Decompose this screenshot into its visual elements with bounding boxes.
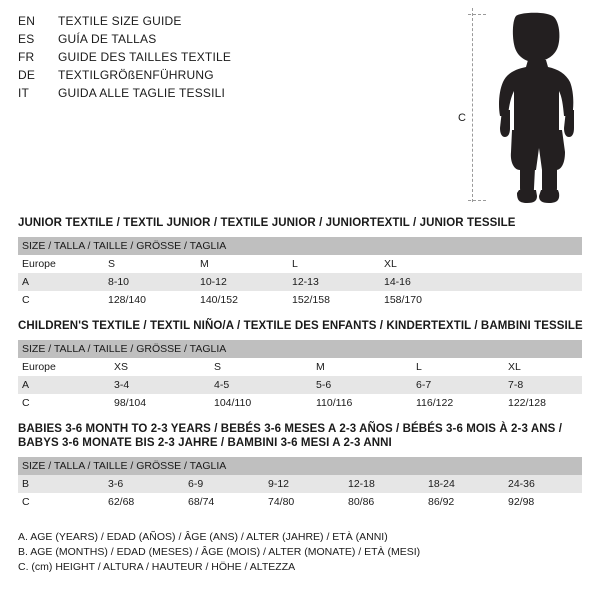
row-label: A (18, 273, 104, 291)
cell-value: 140/152 (196, 291, 288, 309)
section-title-babies-line2: BABYS 3-6 MONATE BIS 2-3 JAHRE / BAMBINI 3-6 MESI A 2-3 ANNI (18, 437, 392, 449)
column-label: S (210, 358, 312, 376)
cell-value: 116/122 (412, 394, 504, 412)
cell-value: 68/74 (184, 493, 264, 511)
row-label: C (18, 394, 110, 412)
cell-value: 86/92 (424, 493, 504, 511)
table-header-row (18, 237, 582, 255)
legend-line-a: A. AGE (YEARS) / EDAD (AÑOS) / ÂGE (ANS) / ALTER (JAHRE) / ETÀ (ANNI) (18, 531, 388, 543)
language-row (18, 32, 438, 47)
cell-value: 3-4 (110, 376, 210, 394)
language-title: TEXTILE SIZE GUIDE (58, 14, 182, 28)
column-label: Europe (18, 255, 104, 273)
language-code: IT (18, 86, 30, 100)
section-title-children: CHILDREN'S TEXTILE / TEXTIL NIÑO/A / TEXTILE DES ENFANTS / KINDERTEXTIL / BAMBINI TESSILE (18, 320, 583, 332)
table-row (18, 291, 582, 309)
height-guide-tick-bottom (468, 200, 486, 201)
table-row (18, 358, 582, 376)
column-label: Europe (18, 358, 110, 376)
cell-value: 62/68 (104, 493, 184, 511)
cell-value: 110/116 (312, 394, 412, 412)
cell-value: 128/140 (104, 291, 196, 309)
table-row (18, 394, 582, 412)
row-label: C (18, 291, 104, 309)
cell-value: 12-13 (288, 273, 380, 291)
column-label: XL (380, 255, 472, 273)
cell-value: 158/170 (380, 291, 472, 309)
table-row (18, 255, 582, 273)
toddler-silhouette-icon (486, 12, 590, 204)
measurement-figure (440, 6, 590, 202)
legend-block (18, 530, 578, 575)
cell-value: 104/110 (210, 394, 312, 412)
cell-value: 5-6 (312, 376, 412, 394)
language-row (18, 50, 438, 65)
cell-value: 80/86 (344, 493, 424, 511)
cell-value: 4-5 (210, 376, 312, 394)
legend-line-c: C. (cm) HEIGHT / ALTURA / HAUTEUR / HÖHE / ALTEZZA (18, 561, 296, 573)
language-title: TEXTILGRÖßENFÜHRUNG (58, 68, 214, 82)
cell-value: 24-36 (504, 475, 582, 493)
row-label: C (18, 493, 104, 511)
cell-value: 3-6 (104, 475, 184, 493)
table-row (18, 475, 582, 493)
column-label: XL (504, 358, 582, 376)
height-guide-line (472, 8, 473, 202)
language-row (18, 14, 438, 29)
language-row (18, 86, 438, 101)
size-header-label: SIZE / TALLA / TAILLE / GRÖSSE / TAGLIA (22, 343, 227, 355)
section-title-babies-line1: BABIES 3-6 MONTH TO 2-3 YEARS / BEBÉS 3-6 MESES A 2-3 AÑOS / BÉBÉS 3-6 MOIS À 2-3 ANS / (18, 423, 562, 435)
cell-value: 152/158 (288, 291, 380, 309)
height-measure-label: C (458, 112, 466, 124)
column-label: XS (110, 358, 210, 376)
language-code: DE (18, 68, 36, 82)
column-label: S (104, 255, 196, 273)
language-row (18, 68, 438, 83)
cell-value: 74/80 (264, 493, 344, 511)
cell-value: 6-7 (412, 376, 504, 394)
size-header-label: SIZE / TALLA / TAILLE / GRÖSSE / TAGLIA (22, 460, 227, 472)
language-code: EN (18, 14, 36, 28)
cell-value: 18-24 (424, 475, 504, 493)
cell-value: 8-10 (104, 273, 196, 291)
column-label: M (312, 358, 412, 376)
column-label: L (288, 255, 380, 273)
height-guide-tick-top (468, 14, 486, 15)
section-title-babies (18, 422, 562, 450)
table-row (18, 376, 582, 394)
language-code: ES (18, 32, 35, 46)
cell-value: 92/98 (504, 493, 582, 511)
cell-value: 7-8 (504, 376, 582, 394)
babies-size-table (18, 457, 582, 511)
table-header-row (18, 457, 582, 475)
size-header-label: SIZE / TALLA / TAILLE / GRÖSSE / TAGLIA (22, 240, 227, 252)
table-row (18, 273, 582, 291)
table-header-row (18, 340, 582, 358)
cell-value: 122/128 (504, 394, 582, 412)
table-row (18, 493, 582, 511)
cell-value: 12-18 (344, 475, 424, 493)
children-size-table (18, 340, 582, 412)
language-title: GUIDA ALLE TAGLIE TESSILI (58, 86, 226, 100)
cell-value: 14-16 (380, 273, 472, 291)
junior-size-table (18, 237, 582, 309)
cell-value: 98/104 (110, 394, 210, 412)
section-title-junior: JUNIOR TEXTILE / TEXTIL JUNIOR / TEXTILE JUNIOR / JUNIORTEXTIL / JUNIOR TESSILE (18, 217, 516, 229)
language-title: GUIDE DES TAILLES TEXTILE (58, 50, 232, 64)
column-label: L (412, 358, 504, 376)
cell-value: 10-12 (196, 273, 288, 291)
cell-value: 9-12 (264, 475, 344, 493)
legend-line-b: B. AGE (MONTHS) / EDAD (MESES) / ÂGE (MOIS) / ALTER (MONATE) / ETÀ (MESI) (18, 546, 421, 558)
column-label: M (196, 255, 288, 273)
row-label: B (18, 475, 104, 493)
language-code: FR (18, 50, 35, 64)
row-label: A (18, 376, 110, 394)
language-title-block (18, 14, 438, 104)
language-title: GUÍA DE TALLAS (58, 32, 157, 46)
cell-value: 6-9 (184, 475, 264, 493)
